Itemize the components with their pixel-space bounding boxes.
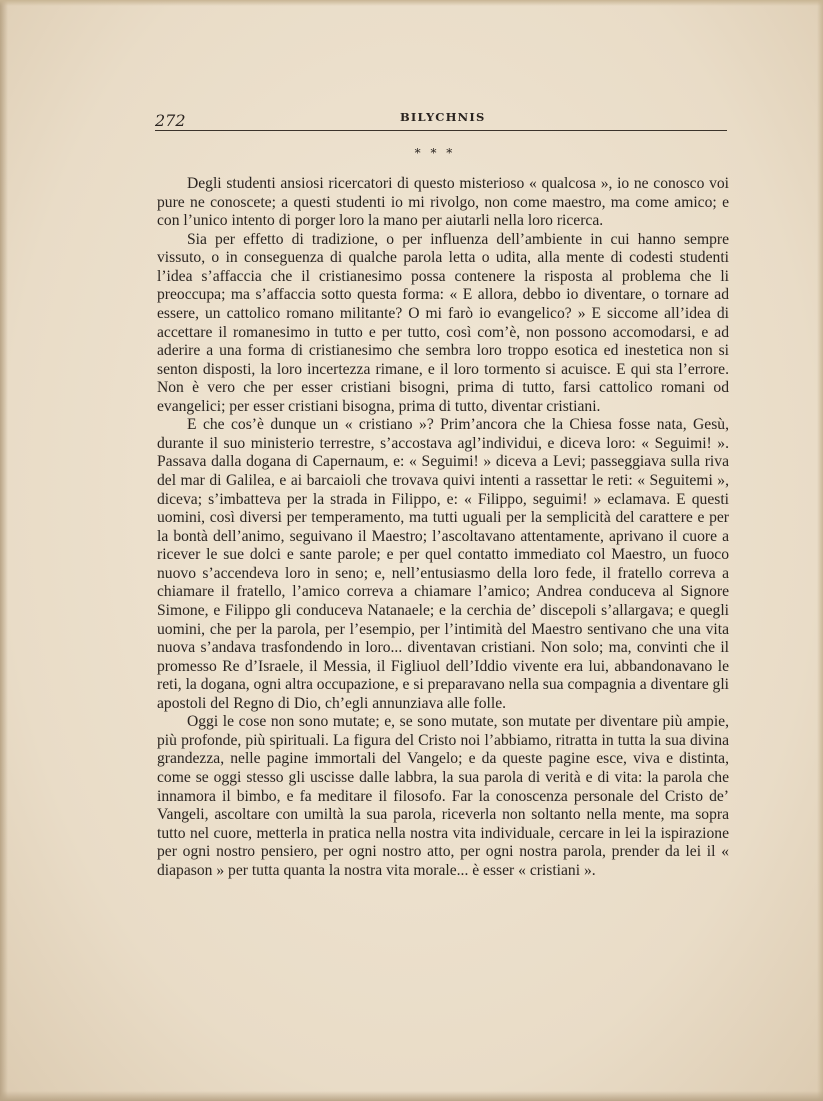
paragraph: Sia per effetto di tradizione, o per influenza dell’ambiente in cui hanno sempre vissuto, o in conseguenza di qualche parola letta o udita, alla mente di codesti studenti l’idea s’affaccia che il cristianesimo possa contenere la risposta al problema che li preoccupa; ma s’affaccia sotto questa forma: « E allora, debbo io diventare, o tornare ad essere, un cattolico romano militante? O mi farò io evangelico? » E siccome all’idea di accettare il romanesimo in tutto e per tutto, così com’è, non possono accomodarsi, e ad aderire a una forma di cristianesimo che sembra loro troppo esotica ed inestetica non si senton disposti, la loro incertezza rimane, e il loro tormento si acuisce. E qui sta l’errore. Non è vero che per esser cristiani bisogni, prima di tutto, farsi cattolico romani od evangelici; per esser cristiani bisogna, prima di tutto, diventar cristiani. [157, 230, 729, 415]
page-edge-right [817, 0, 823, 1101]
paragraph: Oggi le cose non sono mutate; e, se sono mutate, son mutate per diventare più ampie, più profonde, più spirituali. La figura del Cristo noi l’abbiamo, ritratta in tutta la sua divina grandezza, nelle pagine immortali del Vangelo; e da queste pagine esce, viva e distinta, come se oggi stesso gli uscisse dalle labbra, la sua parola di verità e di vita: la parola che innamora il bimbo, e fa meditare il filosofo. Far la conoscenza personale del Cristo de’ Vangeli, ascoltare con umiltà la sua parola, riceverla non soltanto nella mente, ma sopra tutto nel cuore, metterla in pratica nella nostra vita individuale, cercare in lei la ispirazione per ogni nostro pensiero, per ogni nostro atto, per ogni nostra parola, prender da lei il « diapason » per tutta quanta la nostra vita morale... è esser « cristiani ». [157, 713, 729, 879]
section-ornament: * * * [414, 146, 456, 160]
page-edge-top [0, 0, 823, 6]
page-header [152, 106, 727, 130]
page-edge-left [0, 0, 8, 1101]
body-text [157, 175, 729, 880]
header-rule [155, 130, 727, 131]
paragraph: E che cos’è dunque un « cristiano »? Prim’ancora che la Chiesa fosse nata, Gesù, durante il suo ministerio terrestre, s’accostava agl’individui, e diceva loro: « Seguimi! ». Passava dalla dogana di Capernaum, e: « Seguimi! » diceva a Levi; passeggiava sulla riva del mar di Galilea, e ai barcaioli che trovava quivi intenti a rassettar le reti: « Seguitemi », diceva; s’imbatteva per la strada in Filippo, e: « Filippo, seguimi! » eclamava. E questi uomini, così diversi per temperamento, ma tutti uguali per la semplicità del carattere e per la bontà dell’animo, seguivano il Maestro; l’ascoltavano attentamente, aprivano il cuore a ricever le sue dolci e sante parole; e per quel contatto immediato col Maestro, un fuoco nuovo s’accendeva loro in seno; e, nell’entusiasmo della loro fede, il fratello correva a chiamare il fratello, l’amico correva a chiamare l’amico; Andrea conduceva al Signore Simone, e Filippo gli conduceva Natanaele; e la cerchia de’ discepoli s’allargava; e quegli uomini, che per la parola, per l’esempio, per l’intimità del Maestro sentivano che una vita nuova s’andava trasfondendo in loro... diventavan cristiani. Non solo; ma, convinti che il promesso Re d’Israele, il Messia, il Figliuol dell’Iddio vivente era lui, abbandonavano le reti, la dogana, ogni altra occupazione, e si preparavano nella sua compagnia a diventare gli apostoli del Regno di Dio, ch’egli annunziava alle folle. [157, 416, 729, 712]
page-number: 272 [155, 111, 186, 130]
page-edge-bottom [0, 1091, 823, 1101]
paragraph: Degli studenti ansiosi ricercatori di questo misterioso « qualcosa », io ne conosco voi pure ne conoscete; a questi studenti io mi rivolgo, non come maestro, ma come amico; e con l’unico intento di porger loro la mano per aiutarli nella loro ricerca. [157, 175, 729, 230]
running-head: BILYCHNIS [400, 110, 486, 124]
